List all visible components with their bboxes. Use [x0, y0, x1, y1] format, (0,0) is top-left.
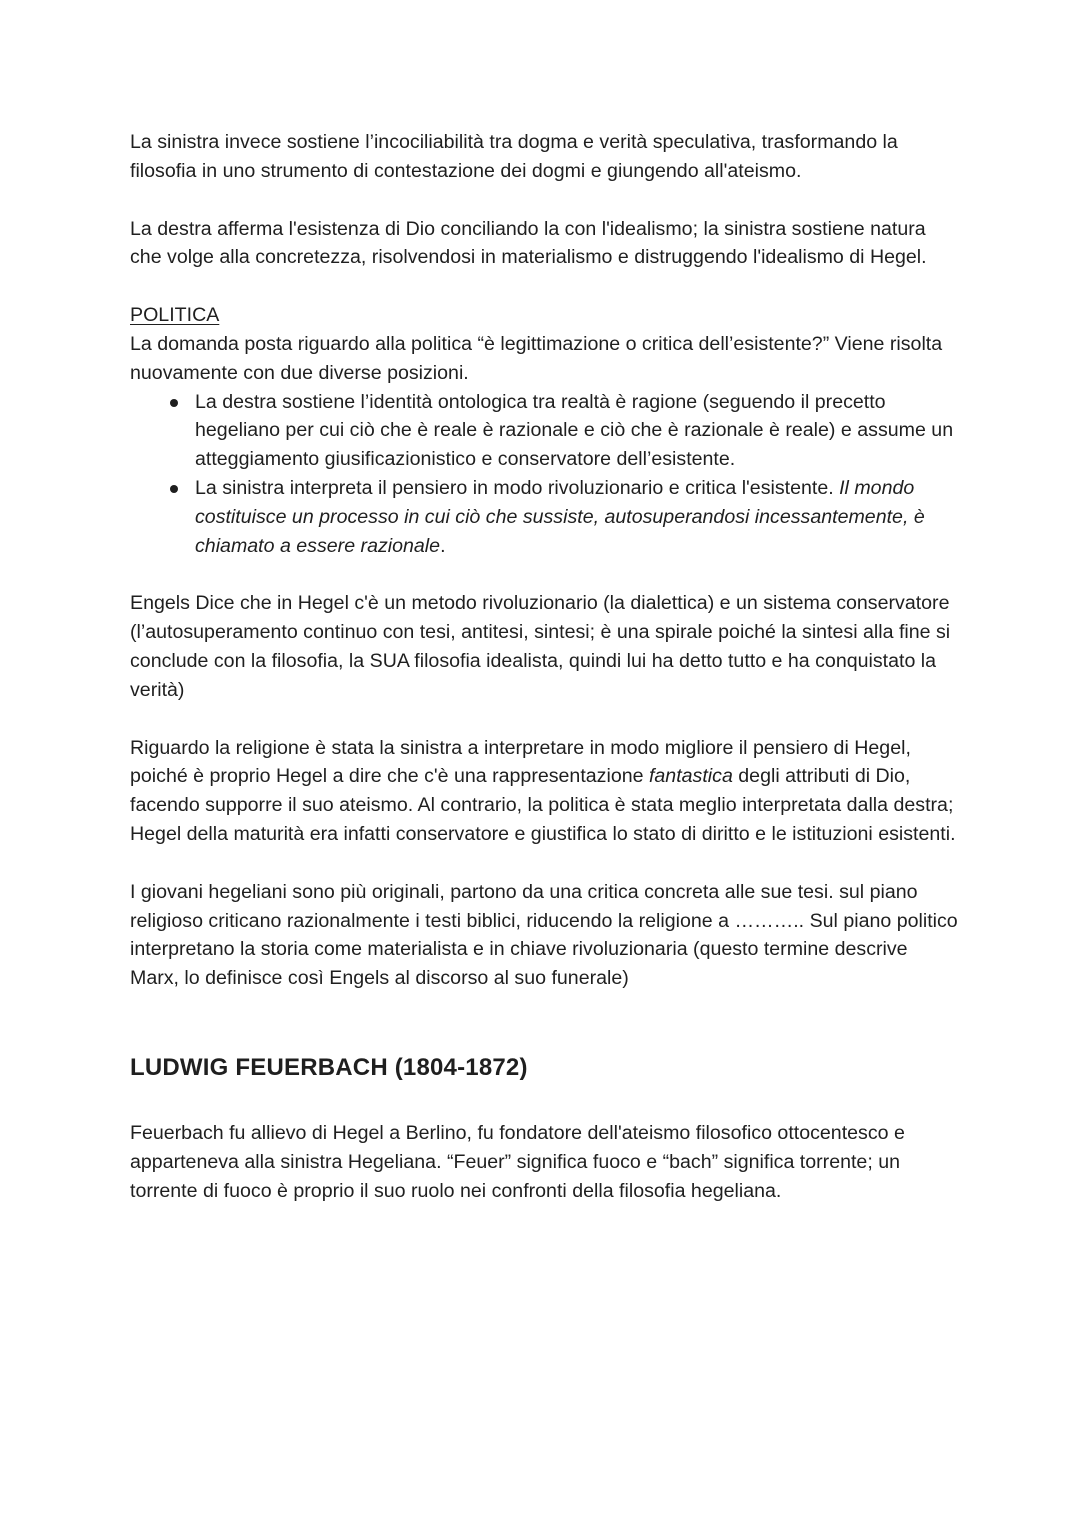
paragraph-engels: Engels Dice che in Hegel c'è un metodo rivoluzionario (la dialettica) e un sistema conservatore (l’autosuperamento continuo con tesi, antitesi, sintesi; è una spirale poiché la sintesi alla fine si conclude con la filosofia, la SUA filosofia idealista, quindi lui ha detto tutto e ha conquistato la verità) — [130, 592, 951, 701]
bullet-sinistra — [130, 474, 960, 560]
religione-text-2: degli attributi di Dio, facendo supporre il suo ateismo. Al contrario, la politica è stata meglio interpretata dalla destra; Hegel della maturità era infatti conservatore e giustifica lo stato di diritto e le istituzioni esistenti. — [130, 765, 956, 845]
bullet-destra — [130, 388, 960, 474]
paragraph-sinistra-dogma: La sinistra invece sostiene l’incociliabilità tra dogma e verità speculativa, trasformando la filosofia in uno strumento di contestazione dei dogmi e giungendo all'ateismo. — [130, 131, 898, 182]
politica-bullet-list — [130, 388, 960, 561]
bullet-sinistra-end: . — [440, 534, 446, 557]
religione-italic: fantastica — [648, 765, 733, 788]
bullet-destra-text: La destra sostiene l’identità ontologica tra realtà è ragione (seguendo il precetto hegeliano per cui ciò che è reale è razionale e ciò che è razionale è reale) e assume un atteggiamento giusificazionistico e conservatore dell’esistente. — [195, 390, 954, 471]
section-title-feuerbach: LUDWIG FEUERBACH (1804-1872) — [130, 1053, 528, 1081]
paragraph-feuerbach: Feuerbach fu allievo di Hegel a Berlino, fu fondatore dell'ateismo filosofico ottocentesco e apparteneva alla sinistra Hegeliana. “Feuer” significa fuoco e “bach” significa torrente; un torrente di fuoco è proprio il suo ruolo nei confronti della filosofia hegeliana. — [130, 1121, 905, 1202]
bullet-sinistra-italic: Il mondo costituisce un processo in cui ciò che sussiste, autosuperandosi incessantemente, è chiamato a essere razionale — [195, 476, 925, 557]
paragraph-giovani-hegeliani: I giovani hegeliani sono più originali, partono da una critica concreta alle sue tesi. sul piano religioso criticano razionalmente i testi biblici, riducendo la religione a ……….. Sul piano politico interpretano la storia come materialista e in chiave rivoluzionaria (questo termine descrive Marx, lo definisce così Engels al discorso al suo funerale) — [130, 880, 958, 990]
paragraph-destra-dio: La destra afferma l'esistenza di Dio conciliando la con l'idealismo; la sinistra sostiene natura che volge alla concretezza, risolvendosi in materialismo e distruggendo l'idealismo di Hegel. — [130, 217, 927, 269]
heading-politica: POLITICA — [130, 304, 220, 327]
document-page — [130, 128, 960, 1205]
paragraph-religione — [130, 734, 960, 849]
religione-text-1: Riguardo la religione è stata la sinistra a interpretare in modo migliore il pensiero di Hegel, poiché è proprio Hegel a dire che c'è una rappresentazione — [130, 736, 911, 788]
paragraph-politica-intro: La domanda posta riguardo alla politica “è legittimazione o critica dell’esistente?” Viene risolta nuovamente con due diverse posizioni. — [130, 332, 943, 384]
bullet-sinistra-text: La sinistra interpreta il pensiero in modo rivoluzionario e critica l'esistente. — [195, 476, 840, 499]
